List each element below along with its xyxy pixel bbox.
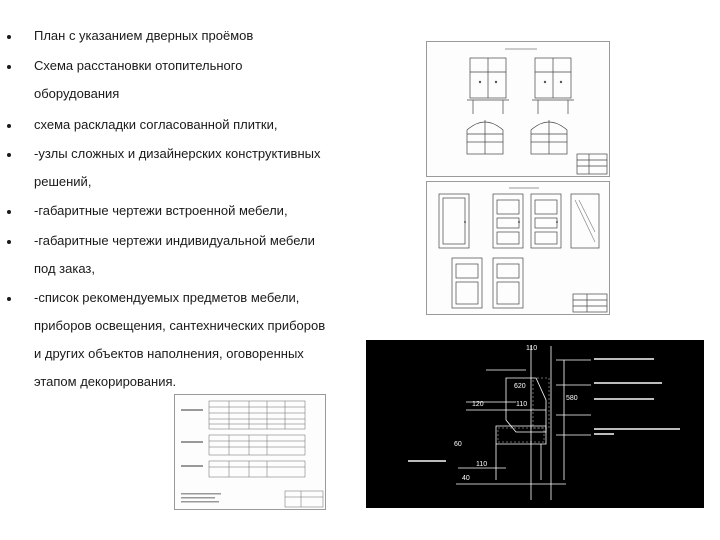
bullet-text: приборов освещения, сантехнических приборов bbox=[34, 318, 326, 333]
door-elevation-drawing-icon bbox=[427, 182, 609, 314]
bullet-marker bbox=[7, 124, 11, 128]
bullet-marker bbox=[7, 240, 11, 244]
dimension-label: 110 bbox=[526, 345, 538, 352]
bullet-marker bbox=[7, 210, 11, 214]
bullet-text: этапом декорирования. bbox=[34, 374, 177, 389]
bullet-text: -габаритные чертежи встроенной мебели, bbox=[34, 203, 288, 218]
window-elevation-drawing bbox=[426, 41, 610, 177]
window-elevation-drawing-icon bbox=[427, 42, 609, 176]
door-elevation-drawing bbox=[426, 181, 610, 315]
dimension-label: 60 bbox=[454, 441, 462, 448]
wall-section-detail-drawing-icon bbox=[366, 340, 704, 508]
bullet-marker bbox=[7, 297, 11, 301]
bullet-text: под заказ, bbox=[34, 261, 96, 276]
bullet-text: Схема расстановки отопительного bbox=[34, 58, 243, 73]
dimension-label: 580 bbox=[566, 395, 578, 402]
specification-table-drawing-icon bbox=[175, 395, 325, 509]
bullet-text: -список рекомендуемых предметов мебели, bbox=[34, 290, 300, 305]
dimension-label: 110 bbox=[516, 401, 528, 408]
bullet-marker bbox=[7, 35, 11, 39]
dimension-label: 620 bbox=[514, 383, 526, 390]
bullet-text: схема раскладки согласованной плитки, bbox=[34, 117, 278, 132]
bullet-text: и других объектов наполнения, оговоренных bbox=[34, 346, 304, 361]
bullet-text: План с указанием дверных проёмов bbox=[34, 28, 254, 43]
bullet-text: -узлы сложных и дизайнерских конструктивных bbox=[34, 146, 321, 161]
bullet-text: оборудования bbox=[34, 86, 120, 101]
bullet-marker bbox=[7, 153, 11, 157]
dimension-label: 40 bbox=[462, 475, 470, 482]
dimension-label: 120 bbox=[472, 401, 484, 408]
wall-section-detail-drawing bbox=[366, 340, 704, 508]
bullet-text: -габаритные чертежи индивидуальной мебели bbox=[34, 233, 315, 248]
bullet-marker bbox=[7, 65, 11, 69]
dimension-label: 110 bbox=[476, 461, 488, 468]
specification-table-drawing bbox=[174, 394, 326, 510]
bullet-text: решений, bbox=[34, 174, 92, 189]
